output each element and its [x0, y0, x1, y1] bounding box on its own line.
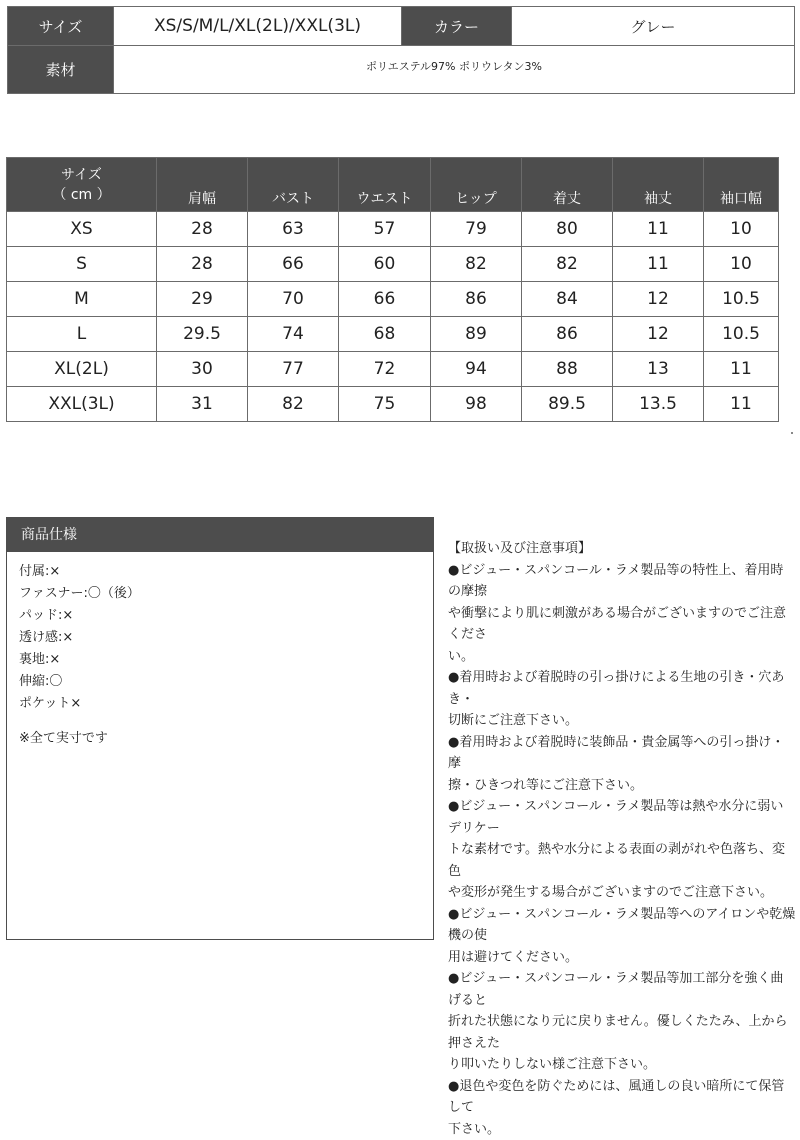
table-cell: 89.5: [522, 387, 613, 422]
header-cuff: 袖口幅: [704, 158, 779, 212]
table-row: [7, 212, 779, 247]
care-line: り叩いたりしない様ご注意下さい。: [448, 1054, 796, 1076]
table-cell: 89: [431, 317, 522, 352]
header-hip: ヒップ: [431, 158, 522, 212]
table-cell: 98: [431, 387, 522, 422]
care-line: 用は避けてください。: [448, 947, 796, 969]
table-cell: 31: [157, 387, 248, 422]
table-cell: 82: [431, 247, 522, 282]
care-line: い。: [448, 646, 796, 668]
size-table-corner: [7, 158, 157, 212]
table-cell: 12: [613, 282, 704, 317]
table-cell: 11: [613, 212, 704, 247]
info-table: [7, 6, 795, 94]
table-row: [7, 247, 779, 282]
table-cell: M: [7, 282, 157, 317]
spec-item-zipper: ファスナー:〇（後）: [19, 583, 433, 605]
table-row: [7, 317, 779, 352]
header-waist: ウエスト: [339, 158, 431, 212]
care-line: 切断にご注意下さい。: [448, 710, 796, 732]
table-cell: 29: [157, 282, 248, 317]
spec-item-pad: パッド:×: [19, 605, 433, 627]
care-line: トな素材です。熱や水分による表面の剥がれや色落ち、変色: [448, 839, 796, 882]
care-notes: [448, 538, 796, 1140]
table-cell: XXL(3L): [7, 387, 157, 422]
table-cell: 94: [431, 352, 522, 387]
table-cell: 66: [339, 282, 431, 317]
table-cell: 82: [248, 387, 339, 422]
spec-item-lining: 裏地:×: [19, 649, 433, 671]
table-cell: 75: [339, 387, 431, 422]
care-line: 擦・ひきつれ等にご注意下さい。: [448, 775, 796, 797]
table-cell: 11: [704, 387, 779, 422]
table-cell: 80: [522, 212, 613, 247]
info-row-material: [8, 46, 795, 94]
care-line: ●ビジュー・スパンコール・ラメ製品等加工部分を強く曲げると: [448, 968, 796, 1011]
care-line: ●ビジュー・スパンコール・ラメ製品等の特性上、着用時の摩擦: [448, 560, 796, 603]
corner-line-2: （ cm ）: [7, 185, 156, 205]
spec-list: [7, 552, 433, 715]
spec-note: ※全て実寸です: [19, 727, 433, 746]
table-cell: 30: [157, 352, 248, 387]
table-cell: 11: [613, 247, 704, 282]
table-cell: 28: [157, 212, 248, 247]
info-row-size: [8, 7, 795, 46]
table-cell: 72: [339, 352, 431, 387]
size-label: サイズ: [8, 7, 114, 46]
table-cell: 63: [248, 212, 339, 247]
table-cell: 12: [613, 317, 704, 352]
care-line: ●ビジュー・スパンコール・ラメ製品等は熱や水分に弱いデリケー: [448, 796, 796, 839]
table-cell: 70: [248, 282, 339, 317]
table-cell: 84: [522, 282, 613, 317]
care-line: ●ビジュー・スパンコール・ラメ製品等へのアイロンや乾燥機の使: [448, 904, 796, 947]
table-cell: XL(2L): [7, 352, 157, 387]
material-label: 素材: [8, 46, 114, 94]
table-cell: S: [7, 247, 157, 282]
spec-title: 商品仕様: [7, 518, 433, 552]
spec-item-pocket: ポケット×: [19, 693, 433, 715]
care-line: 折れた状態になり元に戻りません。優しくたたみ、上から押さえた: [448, 1011, 796, 1054]
care-line: ●退色や変色を防ぐためには、風通しの良い暗所にて保管して: [448, 1076, 796, 1119]
table-cell: 57: [339, 212, 431, 247]
header-sleeve: 袖丈: [613, 158, 704, 212]
table-cell: 10: [704, 212, 779, 247]
table-cell: L: [7, 317, 157, 352]
table-cell: 13: [613, 352, 704, 387]
care-line: 下さい。: [448, 1119, 796, 1140]
spec-item-accessories: 付属:×: [19, 561, 433, 583]
spec-item-sheerness: 透け感:×: [19, 627, 433, 649]
table-cell: XS: [7, 212, 157, 247]
table-cell: 10.5: [704, 282, 779, 317]
table-cell: 77: [248, 352, 339, 387]
corner-line-1: サイズ: [7, 165, 156, 185]
table-cell: 86: [431, 282, 522, 317]
table-cell: 11: [704, 352, 779, 387]
spec-box: [6, 517, 434, 940]
care-line: や衝撃により肌に刺激がある場合がございますのでご注意くださ: [448, 603, 796, 646]
care-line: ●着用時および着脱時に装飾品・貴金属等への引っ掛け・摩: [448, 732, 796, 775]
table-row: [7, 387, 779, 422]
table-cell: 60: [339, 247, 431, 282]
header-bust: バスト: [248, 158, 339, 212]
size-table-header: [7, 158, 779, 212]
table-cell: 88: [522, 352, 613, 387]
table-cell: 13.5: [613, 387, 704, 422]
header-shoulder: 肩幅: [157, 158, 248, 212]
spec-item-stretch: 伸縮:〇: [19, 671, 433, 693]
table-cell: 10: [704, 247, 779, 282]
table-cell: 29.5: [157, 317, 248, 352]
color-value: グレー: [512, 7, 795, 46]
size-table: [6, 157, 779, 422]
table-row: [7, 352, 779, 387]
care-line: や変形が発生する場合がございますのでご注意下さい。: [448, 882, 796, 904]
table-cell: 86: [522, 317, 613, 352]
care-line: 【取扱い及び注意事項】: [448, 538, 796, 560]
table-cell: 82: [522, 247, 613, 282]
table-cell: 79: [431, 212, 522, 247]
table-cell: 28: [157, 247, 248, 282]
stray-dot: [791, 432, 793, 434]
material-value: ポリエステル97% ポリウレタン3%: [114, 46, 795, 94]
table-cell: 66: [248, 247, 339, 282]
table-cell: 74: [248, 317, 339, 352]
care-line: ●着用時および着脱時の引っ掛けによる生地の引き・穴あき・: [448, 667, 796, 710]
size-value: XS/S/M/L/XL(2L)/XXL(3L): [114, 7, 402, 46]
table-cell: 10.5: [704, 317, 779, 352]
table-cell: 68: [339, 317, 431, 352]
table-row: [7, 282, 779, 317]
color-label: カラー: [402, 7, 512, 46]
header-length: 着丈: [522, 158, 613, 212]
